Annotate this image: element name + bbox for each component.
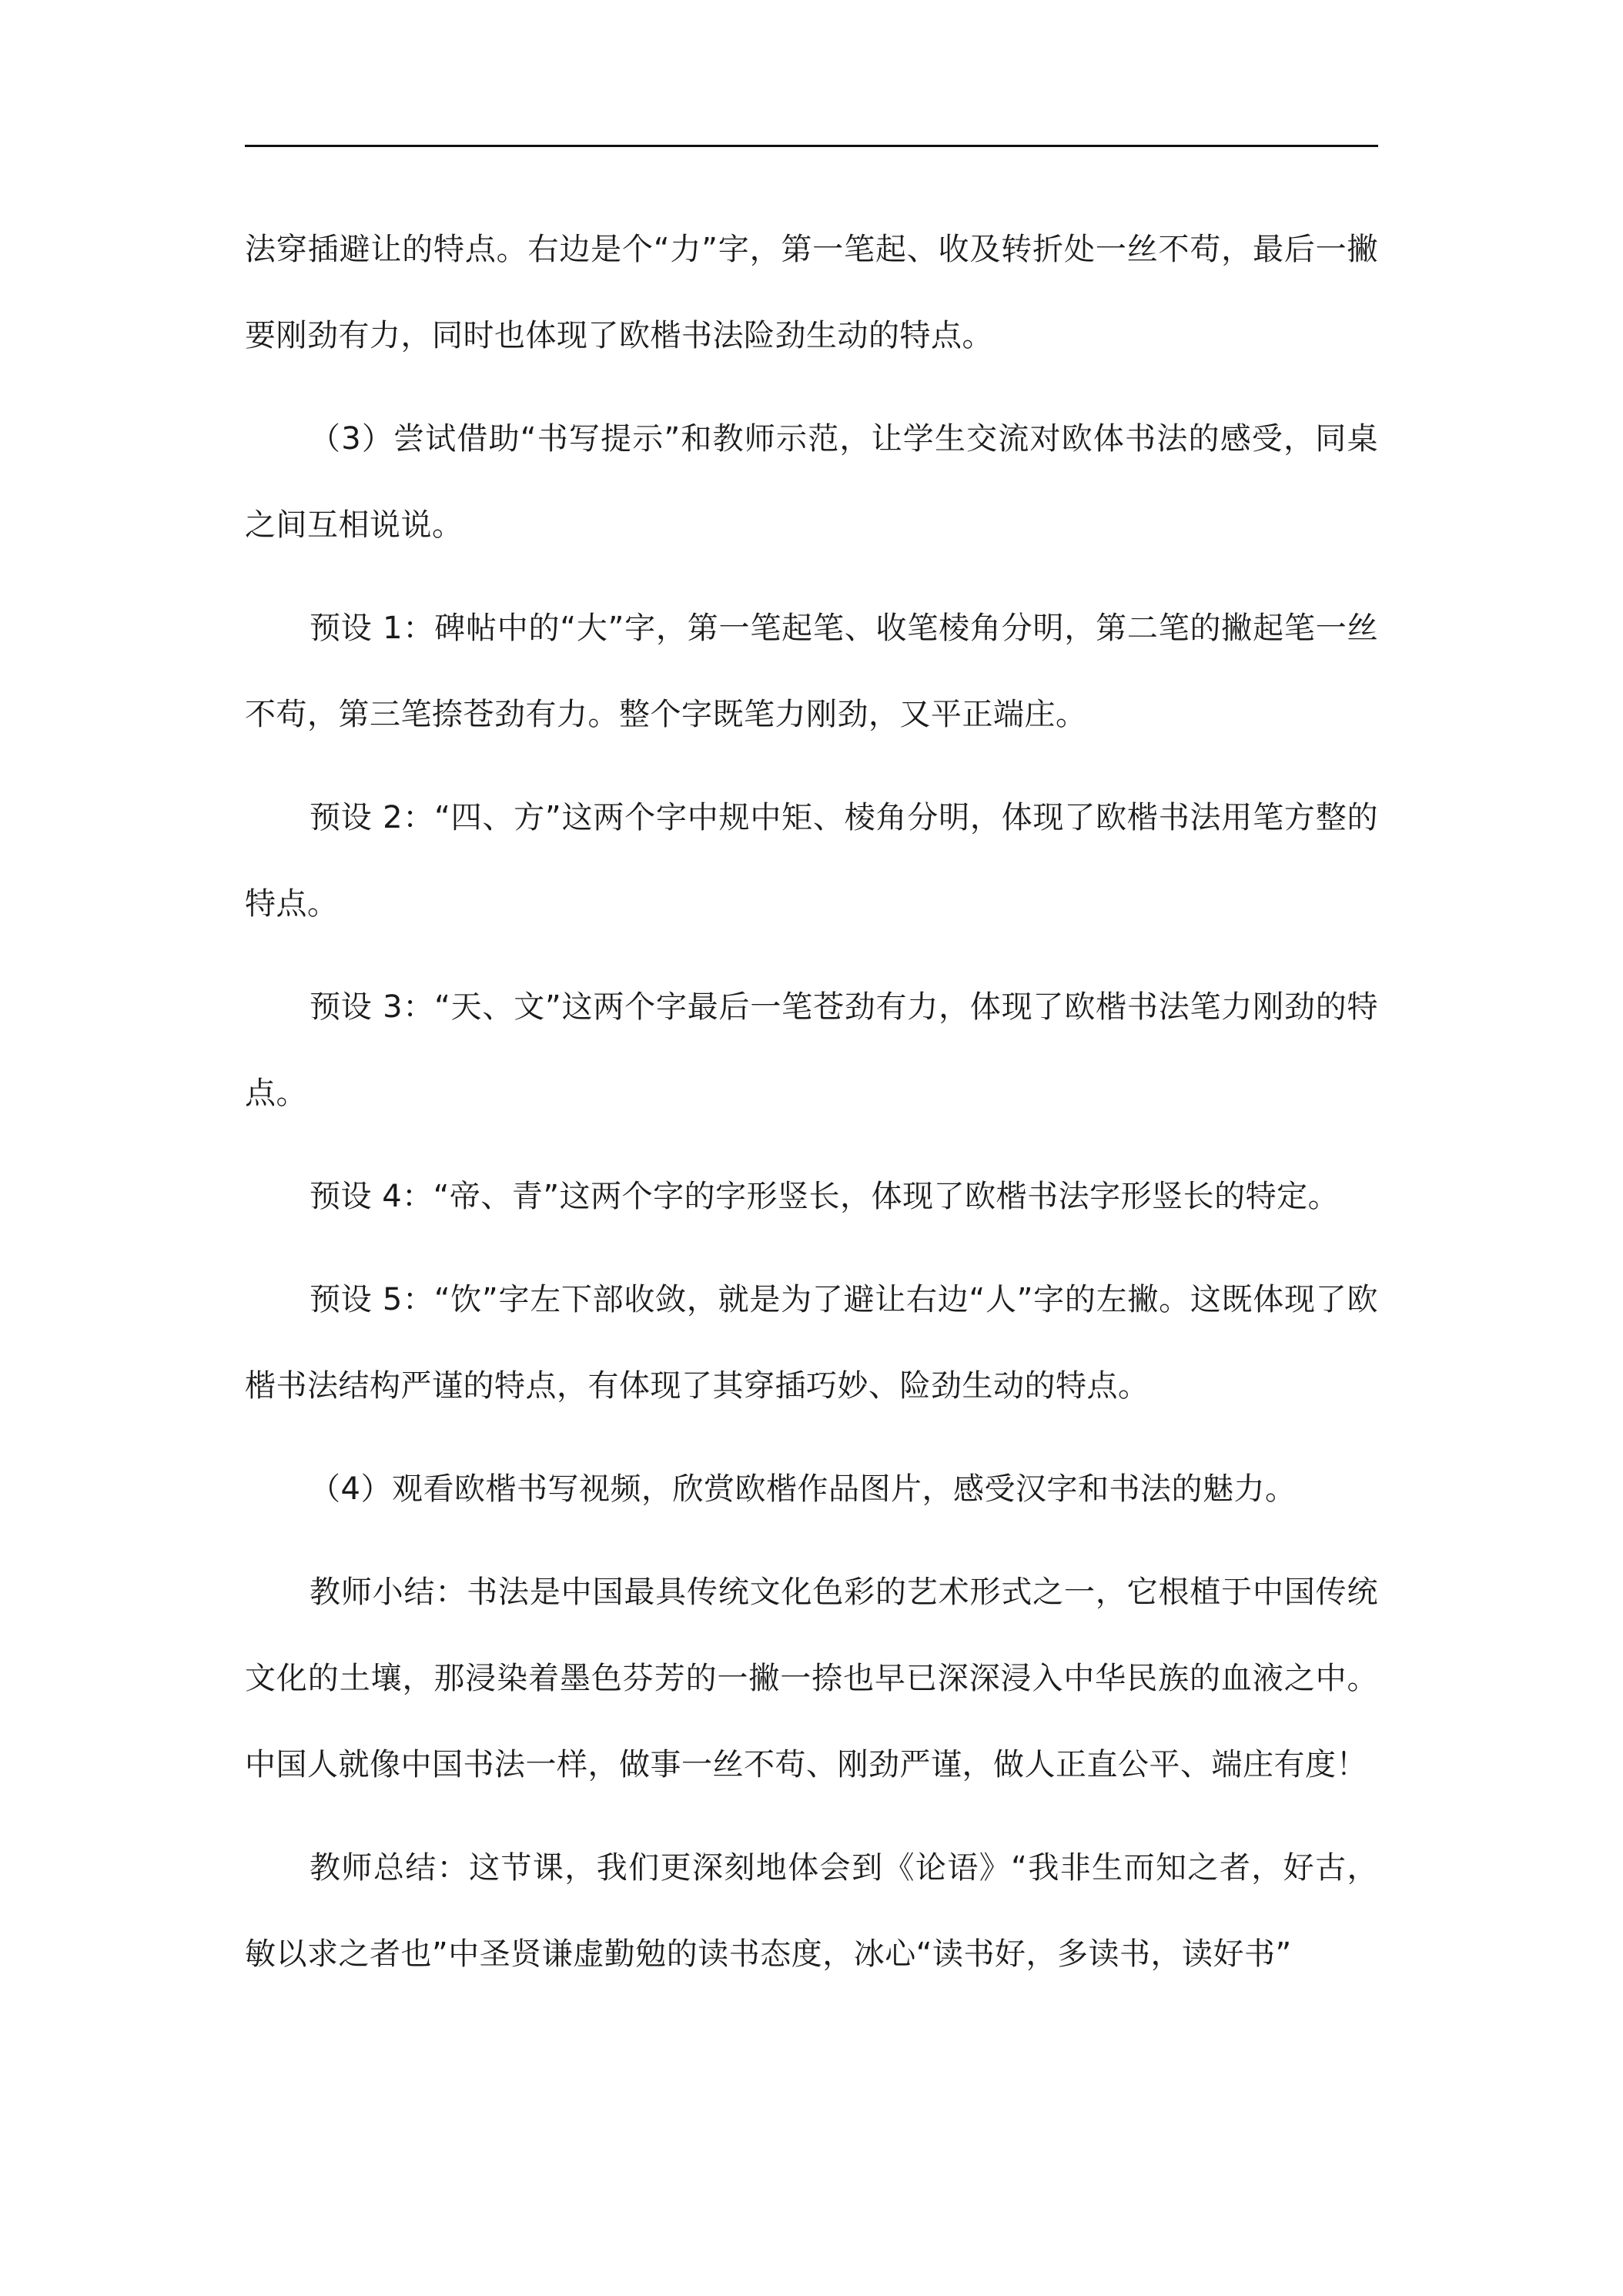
header-rule (245, 145, 1378, 147)
paragraph-preset-2: 预设 2：“四、方”这两个字中规中矩、棱角分明，体现了欧楷书法用笔方整的特点。 (245, 800, 1378, 922)
paragraph-preset-4: 预设 4：“帝、青”这两个字的字形竖长，体现了欧楷书法字形竖长的特定。 (310, 1179, 1340, 1214)
paragraph-preset-5: 预设 5：“饮”字左下部收敛，就是为了避让右边“人”字的左撇。这既体现了欧楷书法结构严谨的特点，有体现了其穿插巧妙、险劲生动的特点。 (245, 1282, 1378, 1404)
paragraph-teacher-conclusion: 教师总结：这节课，我们更深刻地体会到《论语》“我非生而知之者，好古，敏以求之者也”中圣贤谦虚勤勉的读书态度，冰心“读书好，多读书，读好书” (245, 1850, 1378, 1972)
paragraph-step-4: （4）观看欧楷书写视频，欣赏欧楷作品图片，感受汉字和书法的魅力。 (310, 1471, 1297, 1507)
document-body (245, 206, 1378, 2014)
paragraph-step-3: （3）尝试借助“书写提示”和教师示范，让学生交流对欧体书法的感受，同桌之间互相说说。 (245, 421, 1378, 543)
paragraph-continued: 法穿插避让的特点。右边是个“力”字，第一笔起、收及转折处一丝不苟，最后一撇要刚劲有力，同时也体现了欧楷书法险劲生动的特点。 (245, 232, 1378, 353)
paragraph-preset-3: 预设 3：“天、文”这两个字最后一笔苍劲有力，体现了欧楷书法笔力刚劲的特点。 (245, 989, 1378, 1111)
paragraph-teacher-summary: 教师小结：书法是中国最具传统文化色彩的艺术形式之一，它根植于中国传统文化的土壤，那浸染着墨色芬芳的一撇一捺也早已深深浸入中华民族的血液之中。中国人就像中国书法一样，做事一丝不苟、刚劲严谨，做人正直公平、端庄有度！ (245, 1575, 1378, 1782)
paragraph-preset-1: 预设 1：碑帖中的“大”字，第一笔起笔、收笔棱角分明，第二笔的撇起笔一丝不苟，第三笔捺苍劲有力。整个字既笔力刚劲，又平正端庄。 (245, 611, 1378, 732)
